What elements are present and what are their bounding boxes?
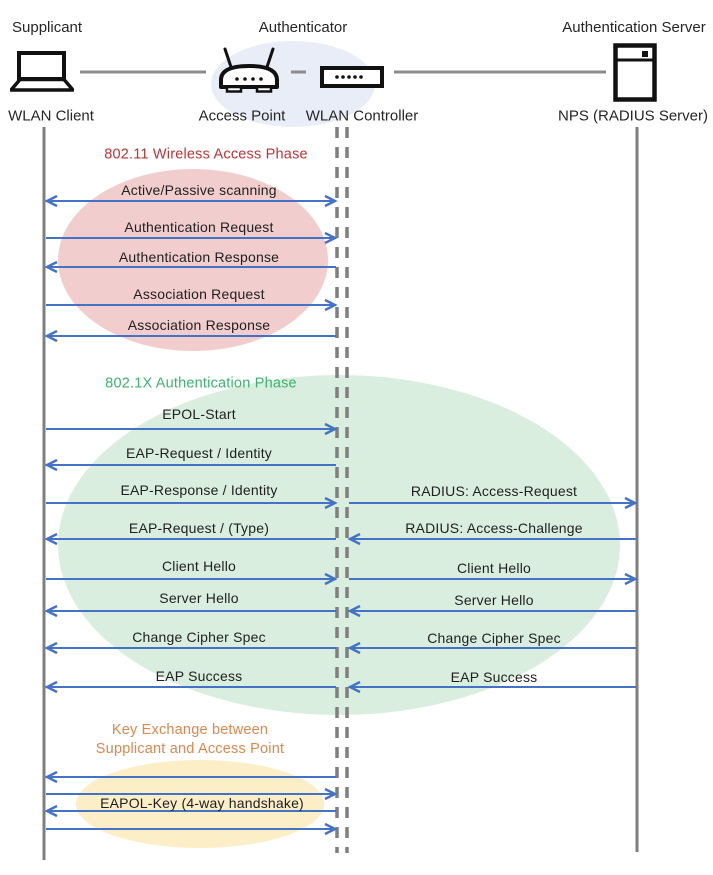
device-label-wlan-client: WLAN Client [8, 107, 94, 125]
message-label: Change Cipher Spec [132, 629, 266, 645]
message-label: EAPOL-Key (4-way handshake) [100, 795, 304, 811]
role-supplicant: Supplicant [12, 19, 83, 36]
access-point-icon [216, 47, 282, 93]
message-label: Client Hello [457, 560, 531, 576]
message-label: Server Hello [454, 592, 534, 608]
message-label: Authentication Response [118, 249, 280, 265]
message-label: Active/Passive scanning [121, 182, 277, 198]
message-label: Server Hello [159, 590, 239, 606]
message-label: Association Request [133, 286, 265, 302]
role-authenticator: Authenticator [258, 19, 348, 36]
message-label: EAP-Request / Identity [125, 445, 273, 461]
phase-8021x-ellipse [58, 375, 620, 715]
server-icon [613, 43, 657, 102]
message-label: RADIUS: Access-Challenge [405, 520, 583, 536]
phase-8021x-label [105, 374, 297, 393]
message-label: Change Cipher Spec [427, 630, 561, 646]
phase-key-exchange-label [96, 721, 284, 759]
device-label-wlan-controller: WLAN Controller [305, 107, 419, 125]
message-label: EPOL-Start [162, 406, 236, 422]
phase-label-line: 802.1X Authentication Phase [105, 375, 297, 392]
controller-icon [319, 65, 385, 89]
phase-80211-label [104, 145, 308, 164]
message-label: EAP Success [450, 669, 538, 685]
message-label: RADIUS: Access-Request [410, 483, 578, 499]
role-authentication-server: Authentication Server [562, 19, 706, 36]
message-label: Authentication Request [124, 219, 274, 235]
laptop-icon [10, 51, 74, 92]
message-label: EAP Success [155, 668, 243, 684]
message-label: EAP-Request / (Type) [128, 520, 270, 536]
device-label-nps: NPS (RADIUS Server) [557, 107, 709, 125]
device-label-access-point: Access Point [198, 107, 286, 125]
message-label: Client Hello [162, 558, 236, 574]
phase-label-line: Supplicant and Access Point [95, 741, 285, 757]
phase-label-line: Key Exchange between [111, 721, 269, 738]
phase-label-line: 802.11 Wireless Access Phase [104, 146, 308, 163]
message-label: Association Response [127, 317, 271, 333]
message-label: EAP-Response / Identity [120, 482, 278, 498]
